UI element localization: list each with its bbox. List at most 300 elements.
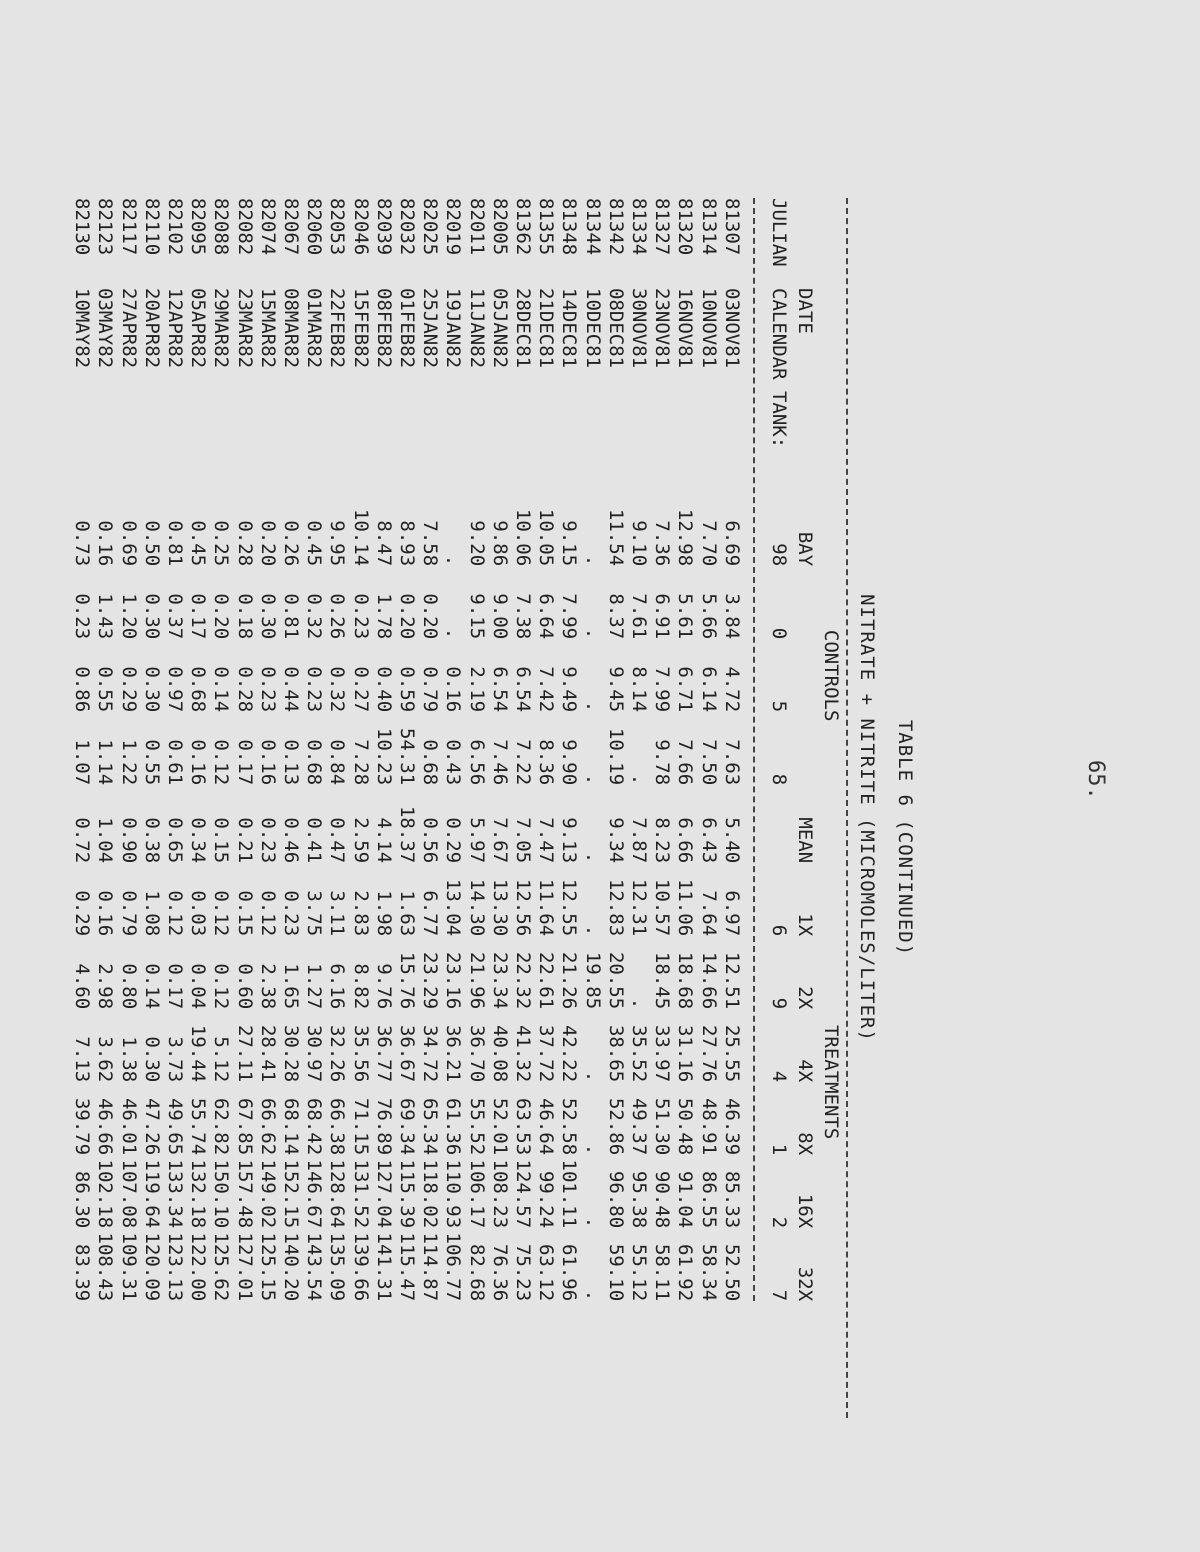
calendar-date-cell: 23NOV81	[651, 288, 674, 369]
value-cell: 9.95	[326, 520, 349, 567]
value-cell: .	[581, 1143, 604, 1156]
value-cell: 48.91	[697, 1097, 720, 1156]
value-cell: 0.12	[210, 963, 233, 1010]
value-cell: 9.15	[465, 593, 488, 640]
value-cell: 36.67	[395, 1024, 418, 1083]
value-cell: 7.61	[628, 593, 650, 640]
value-cell: 127.01	[233, 1232, 256, 1302]
julian-label: JULIAN	[768, 198, 790, 267]
rotated-table-page	[70, 198, 916, 1418]
value-cell: 66.38	[326, 1097, 349, 1156]
value-cell: 0.23	[256, 666, 279, 713]
value-cell: 2.83	[349, 890, 372, 937]
date-column-header: DATE	[794, 288, 816, 334]
julian-date-cell: 81344	[581, 198, 604, 256]
value-cell: 125.62	[210, 1232, 233, 1302]
value-cell: 149.02	[256, 1159, 279, 1229]
value-cell: 12.98	[674, 508, 697, 567]
calendar-date-cell: 01FEB82	[395, 288, 418, 369]
table-row	[163, 198, 186, 1301]
value-cell: 61.36	[442, 1097, 465, 1156]
value-cell: 23.29	[419, 951, 442, 1010]
tank-number: 7	[768, 1289, 790, 1302]
value-cell: 2.98	[94, 963, 117, 1010]
julian-date-cell: 82110	[140, 198, 163, 256]
value-cell: 110.93	[442, 1159, 465, 1229]
value-cell: 0.04	[187, 963, 210, 1010]
value-cell: 0.28	[233, 520, 256, 567]
value-cell: 8.93	[395, 520, 418, 567]
value-cell: 6.69	[720, 520, 743, 567]
value-cell: 22.32	[511, 951, 534, 1010]
value-cell: 1.20	[117, 593, 140, 640]
value-cell: 1.63	[395, 890, 418, 937]
value-cell: 0.69	[117, 520, 140, 567]
value-cell: 3.73	[163, 1036, 186, 1083]
value-cell: 0.68	[303, 739, 326, 786]
tank-number: 8	[768, 773, 790, 786]
treatment-column-header: 32X	[794, 1266, 816, 1302]
value-cell: 114.87	[419, 1232, 442, 1302]
table-row	[720, 198, 743, 1301]
value-cell: 11.64	[535, 878, 558, 937]
julian-date-cell: 82039	[372, 198, 395, 256]
value-cell: 1.27	[303, 963, 326, 1010]
value-cell: 150.10	[210, 1159, 233, 1229]
value-cell: 7.28	[349, 739, 372, 786]
value-cell: 95.38	[628, 1170, 650, 1229]
value-cell: 0.65	[163, 817, 186, 864]
value-cell: 5.66	[697, 593, 720, 640]
table-row	[348, 198, 371, 1301]
value-cell: 0.30	[140, 1036, 163, 1083]
value-cell: 0.03	[187, 890, 210, 937]
value-cell: 68.42	[303, 1097, 326, 1156]
value-cell: 1.65	[279, 963, 302, 1010]
value-cell: .	[628, 773, 650, 786]
value-cell: 7.58	[419, 520, 442, 567]
tank-number	[766, 785, 792, 863]
value-cell: 7.99	[558, 593, 581, 640]
julian-date-cell: 81342	[604, 198, 627, 256]
value-cell: 27.76	[697, 1024, 720, 1083]
value-cell: 18.45	[651, 951, 674, 1010]
value-cell: 0.23	[71, 593, 94, 640]
value-cell: 0.79	[117, 890, 140, 937]
value-cell: 21.26	[558, 951, 581, 1010]
value-cell: 0.46	[279, 817, 302, 864]
value-cell: 96.80	[604, 1170, 627, 1229]
value-cell: 0.29	[442, 817, 465, 864]
header-rule	[753, 198, 755, 1301]
table-row	[232, 198, 255, 1301]
value-cell: 0.28	[233, 666, 256, 713]
value-cell: 9.49	[558, 666, 581, 713]
value-cell: 0.55	[94, 666, 117, 713]
julian-date-cell: 82046	[349, 198, 372, 256]
value-cell: 46.66	[94, 1097, 117, 1156]
julian-date-cell: 81334	[628, 198, 650, 256]
value-cell: 6.66	[674, 817, 697, 864]
value-cell: 2.19	[465, 666, 488, 713]
calendar-date-cell: 08MAR82	[279, 288, 302, 369]
value-cell: 0.68	[419, 739, 442, 786]
value-cell: 0.60	[233, 963, 256, 1010]
value-cell: 140.20	[279, 1232, 302, 1302]
value-cell: 0.97	[163, 666, 186, 713]
calendar-date-cell: 14DEC81	[558, 288, 581, 369]
calendar-date-cell: 08FEB82	[372, 288, 395, 369]
value-cell: 9.78	[651, 739, 674, 786]
mean-column-header: MEAN	[794, 817, 816, 864]
value-cell: 0.12	[210, 739, 233, 786]
value-cell: 0.17	[163, 963, 186, 1010]
value-cell: 12.83	[604, 878, 627, 937]
value-cell: 1.08	[140, 890, 163, 937]
value-cell: 7.46	[488, 739, 511, 786]
value-cell: 7.70	[697, 520, 720, 567]
value-cell: 6.54	[511, 666, 534, 713]
julian-date-cell: 82053	[326, 198, 349, 256]
table-row	[534, 198, 557, 1301]
value-cell: 0.20	[210, 593, 233, 640]
value-cell: 0.29	[117, 666, 140, 713]
value-cell: 7.47	[535, 817, 558, 864]
value-cell: 0.73	[71, 520, 94, 567]
value-cell: 1.38	[117, 1036, 140, 1083]
treatments-group-label: TREATMENTS	[820, 1024, 842, 1140]
value-cell: 7.42	[535, 666, 558, 713]
value-cell: 120.09	[140, 1232, 163, 1302]
value-cell: 3.62	[94, 1036, 117, 1083]
value-cell: 9.34	[604, 817, 627, 864]
value-cell: .	[581, 851, 604, 864]
calendar-date-cell: 20APR82	[140, 288, 163, 369]
value-cell: 0.84	[326, 739, 349, 786]
value-cell: 2.38	[256, 963, 279, 1010]
value-cell: 0.23	[303, 666, 326, 713]
table-row	[673, 198, 696, 1301]
julian-date-cell: 82102	[163, 198, 186, 256]
table-header	[743, 198, 844, 1301]
value-cell: 55.12	[628, 1243, 650, 1302]
value-cell: 9.15	[558, 520, 581, 567]
value-cell: 46.39	[720, 1097, 743, 1156]
julian-date-cell: 81307	[720, 198, 743, 256]
value-cell: 0.61	[163, 739, 186, 786]
value-cell: 0.16	[256, 739, 279, 786]
value-cell: 7.87	[628, 817, 650, 864]
value-cell: 19.85	[581, 951, 604, 1010]
value-cell: 27.11	[233, 1024, 256, 1083]
value-cell: 54.31	[395, 727, 418, 786]
header-row-groups	[818, 198, 844, 1301]
calendar-date-cell: 05APR82	[187, 288, 210, 369]
table-subtitle: NITRATE + NITRITE (MICROMOLES/LITER)	[856, 594, 878, 1042]
value-cell: 125.15	[256, 1232, 279, 1302]
value-cell: 91.04	[674, 1170, 697, 1229]
value-cell: 35.52	[628, 1024, 650, 1083]
value-cell: 106.77	[442, 1232, 465, 1302]
value-cell: 118.02	[419, 1159, 442, 1229]
value-cell: 9.10	[628, 520, 650, 567]
value-cell: 0.79	[419, 666, 442, 713]
value-cell: 0.59	[395, 666, 418, 713]
value-cell: 46.64	[535, 1097, 558, 1156]
value-cell: 40.08	[488, 1024, 511, 1083]
table-row	[70, 198, 93, 1301]
value-cell: 23.34	[488, 951, 511, 1010]
value-cell: .	[628, 997, 650, 1010]
value-cell: 0.23	[279, 890, 302, 937]
value-cell: 28.41	[256, 1024, 279, 1083]
value-cell: 76.36	[488, 1243, 511, 1302]
calendar-date-cell: 16NOV81	[674, 288, 697, 369]
value-cell: 76.89	[372, 1097, 395, 1156]
value-cell: 6.77	[419, 890, 442, 937]
value-cell: 47.26	[140, 1097, 163, 1156]
value-cell: 31.16	[674, 1024, 697, 1083]
value-cell: 1.14	[94, 739, 117, 786]
page-number: 65.	[1083, 760, 1108, 800]
value-cell: 106.17	[465, 1159, 488, 1229]
table-row	[580, 198, 603, 1301]
calendar-date-cell: 15FEB82	[349, 288, 372, 369]
value-cell: 75.23	[511, 1243, 534, 1302]
value-cell: 109.31	[117, 1232, 140, 1302]
table-row	[511, 198, 534, 1301]
value-cell: 49.37	[628, 1097, 650, 1156]
value-cell: 107.08	[117, 1159, 140, 1229]
value-cell: 7.67	[488, 817, 511, 864]
value-cell: .	[581, 1289, 604, 1302]
value-cell: 21.96	[465, 951, 488, 1010]
value-cell: 8.36	[535, 739, 558, 786]
value-cell: 19.44	[187, 1024, 210, 1083]
value-cell: 20.55	[604, 951, 627, 1010]
value-cell: 0.20	[256, 520, 279, 567]
value-cell: 36.77	[372, 1024, 395, 1083]
value-cell: 9.00	[488, 593, 511, 640]
treatment-column-header: 1X	[794, 913, 816, 937]
value-cell: 0.43	[442, 739, 465, 786]
value-cell: 152.15	[279, 1159, 302, 1229]
calendar-date-cell: 03NOV81	[720, 288, 743, 369]
julian-date-cell: 82082	[233, 198, 256, 256]
value-cell: 3.84	[720, 593, 743, 640]
calendar-date-cell: 30NOV81	[628, 288, 650, 369]
table-row	[302, 198, 325, 1301]
julian-date-cell: 82074	[256, 198, 279, 256]
value-cell: 0.41	[303, 817, 326, 864]
value-cell: .	[442, 627, 465, 640]
value-cell: 9.76	[372, 963, 395, 1010]
value-cell: 12.31	[628, 878, 650, 937]
value-cell: 0.32	[303, 593, 326, 640]
value-cell: 69.34	[395, 1097, 418, 1156]
value-cell: 9.90	[558, 739, 581, 786]
value-cell: 3.75	[303, 890, 326, 937]
header-row-columns	[792, 198, 818, 1301]
julian-date-cell: 82130	[71, 198, 94, 256]
tank-number: 4	[768, 1070, 790, 1083]
calendar-date-cell: 05JAN82	[488, 288, 511, 369]
value-cell: 4.60	[71, 963, 94, 1010]
nitrate-table	[70, 198, 844, 1301]
julian-date-cell: 82095	[187, 198, 210, 256]
value-cell: 7.13	[71, 1036, 94, 1083]
value-cell: .	[442, 554, 465, 567]
value-cell: 0.26	[326, 593, 349, 640]
value-cell: 0.68	[187, 666, 210, 713]
value-cell: 15.76	[395, 951, 418, 1010]
value-cell: .	[581, 627, 604, 640]
value-cell: 143.54	[303, 1232, 326, 1302]
treatment-column-header: 4X	[794, 1059, 816, 1083]
value-cell: 133.34	[163, 1159, 186, 1229]
calendar-date-cell: 03MAY82	[94, 288, 117, 369]
value-cell: 139.66	[349, 1232, 372, 1302]
value-cell: 0.30	[256, 593, 279, 640]
julian-date-cell: 82088	[210, 198, 233, 256]
value-cell: 0.86	[71, 666, 94, 713]
value-cell: 0.30	[140, 593, 163, 640]
value-cell: 0.23	[256, 817, 279, 864]
value-cell: 9.13	[558, 817, 581, 864]
julian-date-cell: 81348	[558, 198, 581, 256]
calendar-date-cell: 29MAR82	[210, 288, 233, 369]
value-cell: .	[581, 924, 604, 937]
julian-date-cell: 81355	[535, 198, 558, 256]
value-cell: .	[581, 1216, 604, 1229]
julian-date-cell: 82067	[279, 198, 302, 256]
value-cell: 0.38	[140, 817, 163, 864]
table-row	[209, 198, 232, 1301]
julian-date-cell: 81327	[651, 198, 674, 256]
value-cell: 52.01	[488, 1097, 511, 1156]
value-cell: 0.12	[163, 890, 186, 937]
value-cell: 0.17	[233, 739, 256, 786]
julian-date-cell: 82032	[395, 198, 418, 256]
julian-date-cell: 81314	[697, 198, 720, 256]
julian-date-cell: 82117	[117, 198, 140, 256]
treatment-column-header: 16X	[794, 1193, 816, 1229]
value-cell: 9.20	[465, 520, 488, 567]
calendar-date-cell: 15MAR82	[256, 288, 279, 369]
calendar-date-cell: 10DEC81	[581, 288, 604, 369]
table-row	[418, 198, 441, 1301]
value-cell: 7.50	[697, 739, 720, 786]
value-cell: 8.47	[372, 520, 395, 567]
value-cell: 10.19	[604, 727, 627, 786]
value-cell: 108.43	[94, 1232, 117, 1302]
header-rule-row	[743, 198, 766, 1301]
value-cell: 34.72	[419, 1024, 442, 1083]
value-cell: 25.55	[720, 1024, 743, 1083]
value-cell: 0.26	[279, 520, 302, 567]
value-cell: 52.58	[558, 1097, 581, 1156]
value-cell: 66.62	[256, 1097, 279, 1156]
value-cell: 14.66	[697, 951, 720, 1010]
value-cell: .	[581, 700, 604, 713]
value-cell: 108.23	[488, 1159, 511, 1229]
tank-number: 0	[768, 627, 790, 640]
value-cell: 0.55	[140, 739, 163, 786]
value-cell: 5.61	[674, 593, 697, 640]
calendar-date-cell: 23MAR82	[233, 288, 256, 369]
value-cell: 63.53	[511, 1097, 534, 1156]
value-cell: 0.32	[326, 666, 349, 713]
julian-date-cell: 81320	[674, 198, 697, 256]
julian-date-cell: 82025	[419, 198, 442, 256]
value-cell: 33.97	[651, 1024, 674, 1083]
value-cell: 4.72	[720, 666, 743, 713]
value-cell: 0.17	[187, 593, 210, 640]
calendar-date-cell: 22FEB82	[326, 288, 349, 369]
value-cell: 85.33	[720, 1170, 743, 1229]
tank-number: 2	[768, 1216, 790, 1229]
value-cell: 61.92	[674, 1243, 697, 1302]
value-cell: 18.68	[674, 951, 697, 1010]
value-cell: 7.22	[511, 739, 534, 786]
value-cell: 0.45	[187, 520, 210, 567]
value-cell: 86.55	[697, 1170, 720, 1229]
table-row	[372, 198, 395, 1301]
value-cell: 1.78	[372, 593, 395, 640]
value-cell: 8.14	[628, 666, 650, 713]
value-cell: 63.12	[535, 1243, 558, 1302]
value-cell: 86.30	[71, 1170, 94, 1229]
value-cell: 122.00	[187, 1232, 210, 1302]
treatment-column-header: 8X	[794, 1132, 816, 1156]
value-cell: 10.06	[511, 508, 534, 567]
table-row	[116, 198, 139, 1301]
value-cell: 13.04	[442, 878, 465, 937]
value-cell: 49.65	[163, 1097, 186, 1156]
value-cell: 41.32	[511, 1024, 534, 1083]
value-cell: 0.16	[94, 520, 117, 567]
value-cell: 1.22	[117, 739, 140, 786]
value-cell: 37.72	[535, 1024, 558, 1083]
value-cell: 0.50	[140, 520, 163, 567]
value-cell: 1.07	[71, 739, 94, 786]
value-cell: 0.16	[442, 666, 465, 713]
value-cell: 2.59	[349, 817, 372, 864]
value-cell: 0.80	[117, 963, 140, 1010]
value-cell: 7.64	[697, 890, 720, 937]
value-cell: 12.55	[558, 878, 581, 937]
value-cell: .	[581, 554, 604, 567]
calendar-date-cell: 11JAN82	[465, 288, 488, 369]
value-cell: 0.81	[279, 593, 302, 640]
value-cell: 38.65	[604, 1024, 627, 1083]
bay-column-header: BAY	[794, 531, 816, 567]
julian-date-cell: 82019	[442, 198, 465, 256]
value-cell: 157.48	[233, 1159, 256, 1229]
tank-number: 6	[768, 924, 790, 937]
calendar-date-cell: 08DEC81	[604, 288, 627, 369]
value-cell: 39.79	[71, 1097, 94, 1156]
value-cell: 7.36	[651, 520, 674, 567]
value-cell: 0.16	[94, 890, 117, 937]
value-cell: 7.99	[651, 666, 674, 713]
value-cell: 6.97	[720, 890, 743, 937]
value-cell: 55.74	[187, 1097, 210, 1156]
value-cell: 46.01	[117, 1097, 140, 1156]
table-row	[441, 198, 464, 1301]
value-cell: 36.21	[442, 1024, 465, 1083]
value-cell: .	[581, 1070, 604, 1083]
